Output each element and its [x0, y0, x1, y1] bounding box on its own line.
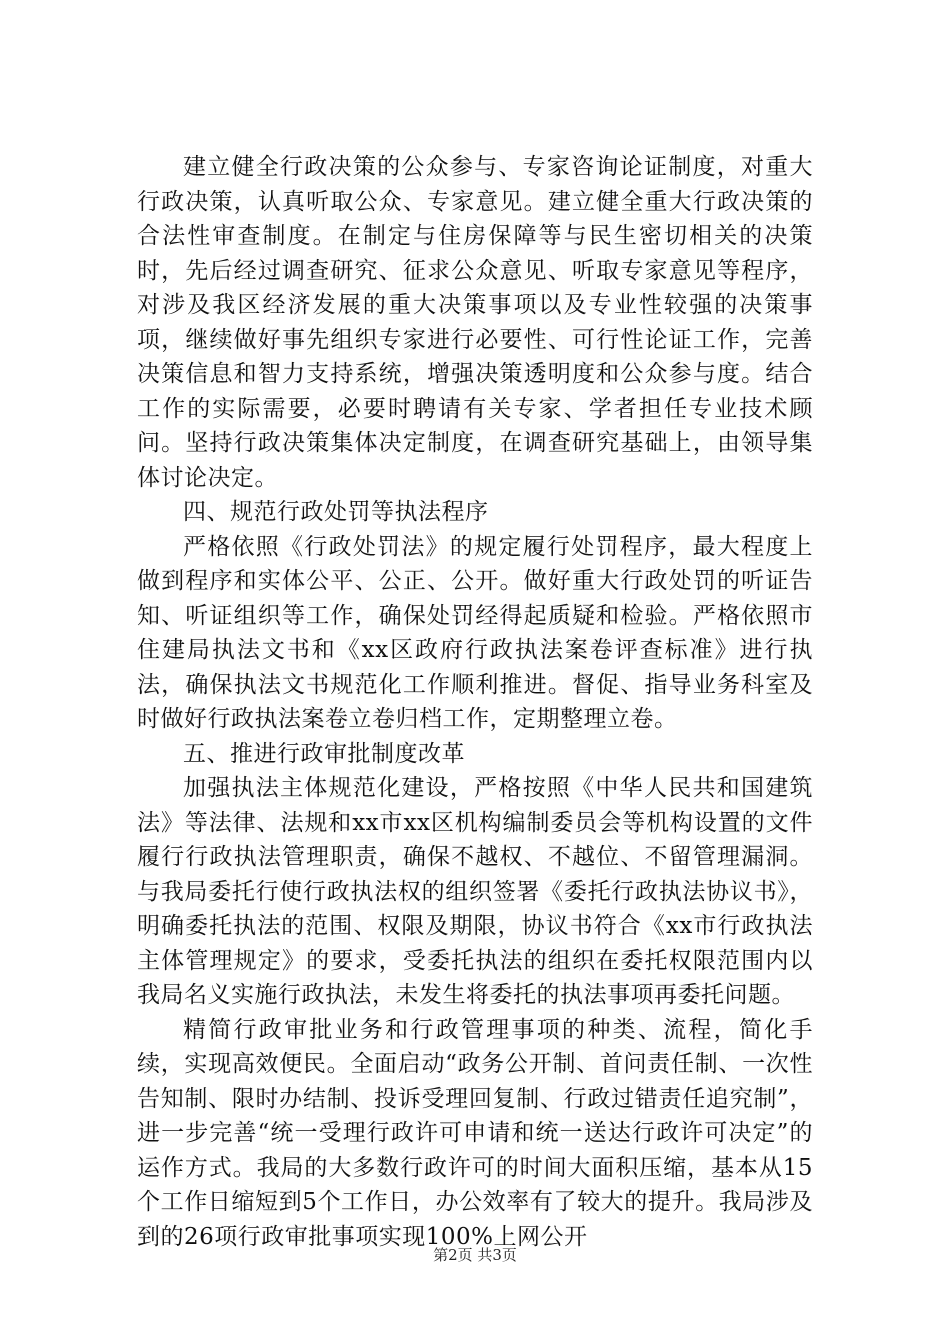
section-heading-4: 四、规范行政处罚等执法程序 [183, 499, 489, 525]
section-heading-5: 五、推进行政审批制度改革 [183, 740, 465, 767]
paragraph-enforcement-subject: 加强执法主体规范化建设，严格按照《中华人民共和国建筑法》等法律、法规和xx市xx区机构编制委员会等机构设置的文件履行行政执法管理职责，确保不越权、不越位、不留管理漏洞。与我局委托行使行政执法权的组织签署《委托行政执法协议书》，明确委托执法的范围、权限及期限，协议书符合《xx市行政执法主体管理规定》的要求，受委托执法的组织在委托权限范围内以我局名义实施行政执法，未发生将委托的执法事项再委托问题。 [137, 775, 813, 1008]
document-body [137, 150, 813, 1254]
page-number-footer: 第2页 共3页 [433, 1246, 517, 1264]
paragraph-penalty-procedure: 严格依照《行政处罚法》的规定履行处罚程序，最大程度上做到程序和实体公平、公正、公开。做好重大行政处罚的听证告知、听证组织等工作，确保处罚经得起质疑和检验。严格依照市住建局执法文书和《xx区政府行政执法案卷评查标准》进行执法，确保执法文书规范化工作顺利推进。督促、指导业务科室及时做好行政执法案卷立卷归档工作，定期整理立卷。 [137, 533, 813, 732]
paragraph-approval-simplification: 精简行政审批业务和行政管理事项的种类、流程，简化手续，实现高效便民。全面启动“政务公开制、首问责任制、一次性告知制、限时办结制、投诉受理回复制、行政过错责任追究制”，进一步完善“统一受理行政许可申请和统一送达行政许可决定”的运作方式。我局的大多数行政许可的时间大面积压缩，基本从15个工作日缩短到5个工作日，办公效率有了较大的提升。我局涉及到的26项行政审批事项实现100%上网公开 [137, 1016, 813, 1250]
paragraph-decision-making: 建立健全行政决策的公众参与、专家咨询论证制度，对重大行政决策，认真听取公众、专家意见。建立健全重大行政决策的合法性审查制度。在制定与住房保障等与民生密切相关的决策时，先后经过调查研究、征求公众意见、听取专家意见等程序，对涉及我区经济发展的重大决策事项以及专业性较强的决策事项，继续做好事先组织专家进行必要性、可行性论证工作，完善决策信息和智力支持系统，增强决策透明度和公众参与度。结合工作的实际需要，必要时聘请有关专家、学者担任专业技术顾问。坚持行政决策集体决定制度，在调查研究基础上，由领导集体讨论决定。 [137, 154, 813, 491]
